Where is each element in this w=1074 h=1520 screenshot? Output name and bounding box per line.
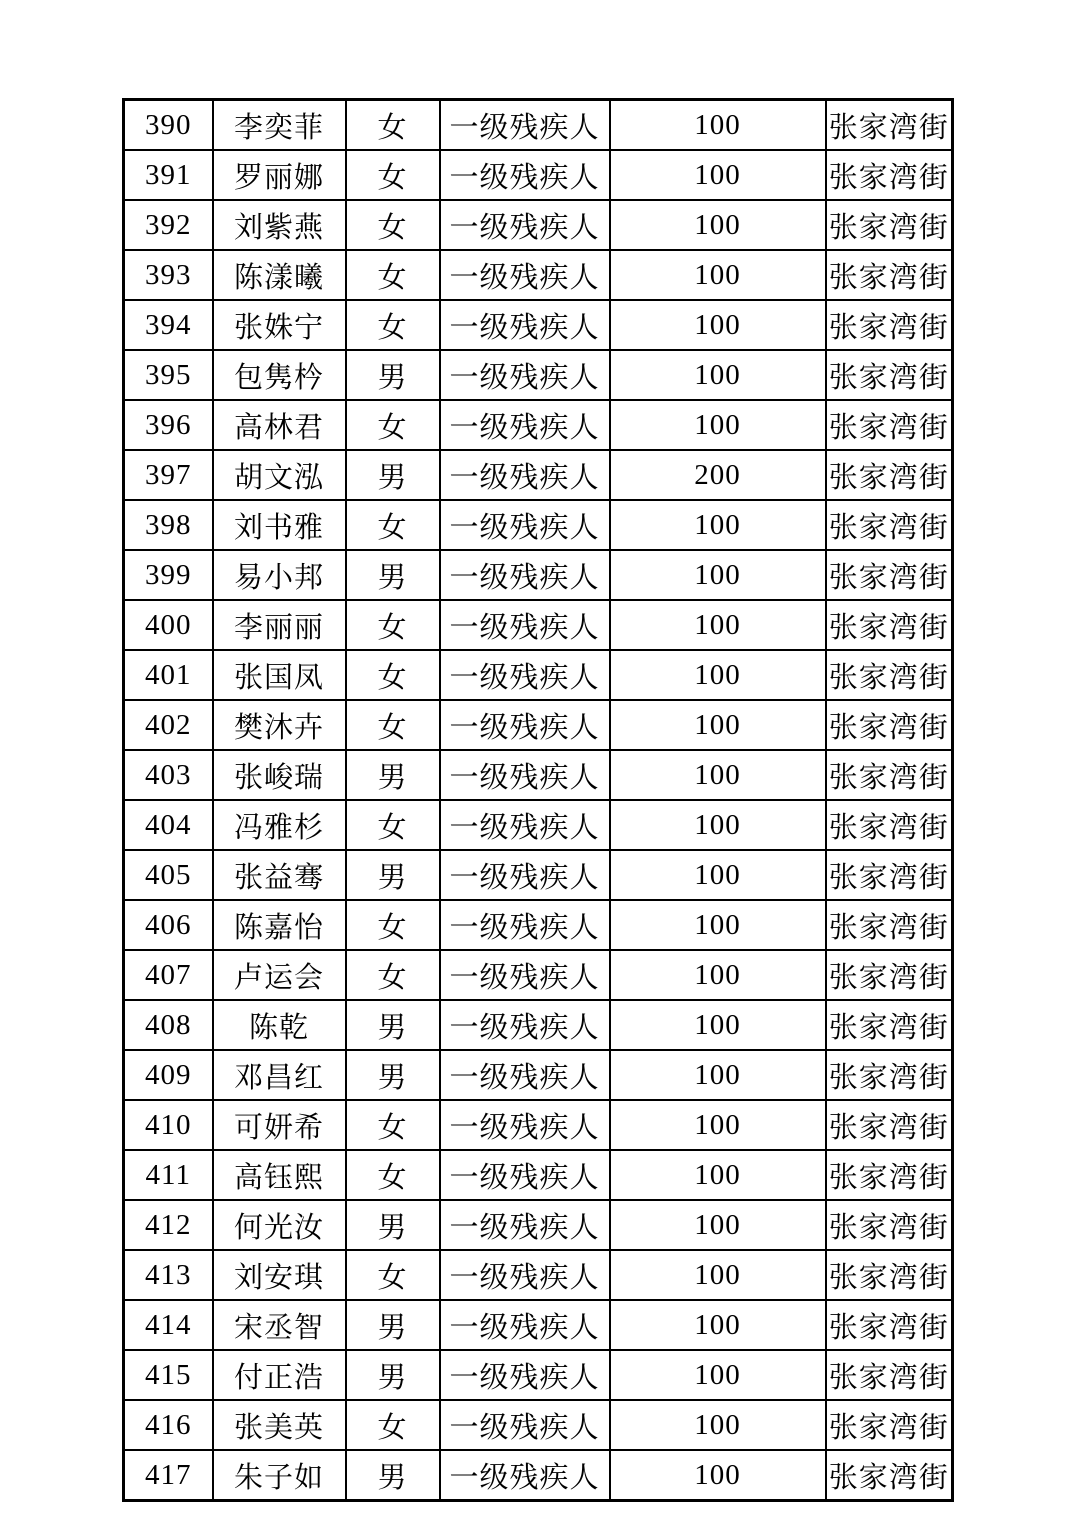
table-row <box>124 500 953 550</box>
cell-row-number: 414 <box>124 1300 213 1350</box>
cell-row-number: 413 <box>124 1250 213 1300</box>
cell-amount: 100 <box>610 250 826 300</box>
cell-street: 张家湾街 <box>826 1300 953 1350</box>
cell-category: 一级残疾人 <box>440 1450 610 1501</box>
table-row <box>124 1400 953 1450</box>
cell-street: 张家湾街 <box>826 600 953 650</box>
cell-gender: 女 <box>346 600 440 650</box>
table-row <box>124 1300 953 1350</box>
cell-row-number: 398 <box>124 500 213 550</box>
cell-category: 一级残疾人 <box>440 550 610 600</box>
cell-name: 刘书雅 <box>213 500 346 550</box>
table-row <box>124 1200 953 1250</box>
cell-category: 一级残疾人 <box>440 850 610 900</box>
cell-street: 张家湾街 <box>826 100 953 151</box>
beneficiary-table <box>122 98 954 1502</box>
cell-category: 一级残疾人 <box>440 500 610 550</box>
cell-row-number: 409 <box>124 1050 213 1100</box>
cell-gender: 女 <box>346 650 440 700</box>
cell-gender: 女 <box>346 700 440 750</box>
cell-name: 邓昌红 <box>213 1050 346 1100</box>
cell-name: 陈乾 <box>213 1000 346 1050</box>
cell-amount: 100 <box>610 1200 826 1250</box>
cell-street: 张家湾街 <box>826 450 953 500</box>
cell-row-number: 392 <box>124 200 213 250</box>
cell-street: 张家湾街 <box>826 500 953 550</box>
cell-street: 张家湾街 <box>826 850 953 900</box>
table-row <box>124 700 953 750</box>
cell-row-number: 404 <box>124 800 213 850</box>
table-row <box>124 650 953 700</box>
cell-category: 一级残疾人 <box>440 600 610 650</box>
cell-row-number: 403 <box>124 750 213 800</box>
cell-street: 张家湾街 <box>826 550 953 600</box>
cell-category: 一级残疾人 <box>440 1350 610 1400</box>
cell-gender: 女 <box>346 400 440 450</box>
cell-name: 付正浩 <box>213 1350 346 1400</box>
table-row <box>124 1150 953 1200</box>
table-row <box>124 1100 953 1150</box>
cell-category: 一级残疾人 <box>440 1400 610 1450</box>
cell-amount: 100 <box>610 1400 826 1450</box>
cell-amount: 100 <box>610 550 826 600</box>
cell-gender: 男 <box>346 850 440 900</box>
cell-row-number: 400 <box>124 600 213 650</box>
cell-street: 张家湾街 <box>826 1000 953 1050</box>
cell-name: 李丽丽 <box>213 600 346 650</box>
cell-gender: 男 <box>346 1200 440 1250</box>
cell-row-number: 407 <box>124 950 213 1000</box>
cell-category: 一级残疾人 <box>440 1100 610 1150</box>
cell-name: 张国凤 <box>213 650 346 700</box>
cell-row-number: 417 <box>124 1450 213 1501</box>
table-row <box>124 1450 953 1501</box>
cell-gender: 女 <box>346 250 440 300</box>
cell-category: 一级残疾人 <box>440 200 610 250</box>
cell-gender: 男 <box>346 1050 440 1100</box>
cell-row-number: 396 <box>124 400 213 450</box>
cell-amount: 100 <box>610 750 826 800</box>
cell-gender: 男 <box>346 350 440 400</box>
cell-street: 张家湾街 <box>826 1250 953 1300</box>
cell-gender: 女 <box>346 1150 440 1200</box>
cell-name: 包隽枔 <box>213 350 346 400</box>
cell-amount: 100 <box>610 200 826 250</box>
cell-name: 刘安琪 <box>213 1250 346 1300</box>
cell-category: 一级残疾人 <box>440 900 610 950</box>
cell-amount: 100 <box>610 950 826 1000</box>
cell-gender: 女 <box>346 1250 440 1300</box>
cell-category: 一级残疾人 <box>440 1150 610 1200</box>
cell-gender: 男 <box>346 750 440 800</box>
cell-name: 高钰熙 <box>213 1150 346 1200</box>
cell-gender: 女 <box>346 500 440 550</box>
table-row <box>124 900 953 950</box>
cell-name: 张峻瑞 <box>213 750 346 800</box>
cell-category: 一级残疾人 <box>440 1200 610 1250</box>
cell-street: 张家湾街 <box>826 200 953 250</box>
cell-name: 卢运会 <box>213 950 346 1000</box>
cell-gender: 女 <box>346 1400 440 1450</box>
cell-street: 张家湾街 <box>826 1400 953 1450</box>
cell-amount: 100 <box>610 1250 826 1300</box>
table-row <box>124 800 953 850</box>
cell-amount: 100 <box>610 700 826 750</box>
cell-row-number: 401 <box>124 650 213 700</box>
cell-category: 一级残疾人 <box>440 700 610 750</box>
table-row <box>124 950 953 1000</box>
cell-name: 陈嘉怡 <box>213 900 346 950</box>
cell-category: 一级残疾人 <box>440 950 610 1000</box>
cell-row-number: 416 <box>124 1400 213 1450</box>
cell-row-number: 411 <box>124 1150 213 1200</box>
table-row <box>124 1350 953 1400</box>
cell-row-number: 405 <box>124 850 213 900</box>
cell-category: 一级残疾人 <box>440 150 610 200</box>
cell-street: 张家湾街 <box>826 1100 953 1150</box>
cell-street: 张家湾街 <box>826 1200 953 1250</box>
cell-category: 一级残疾人 <box>440 450 610 500</box>
cell-category: 一级残疾人 <box>440 100 610 151</box>
table-row <box>124 150 953 200</box>
cell-name: 张美英 <box>213 1400 346 1450</box>
cell-amount: 100 <box>610 1100 826 1150</box>
cell-street: 张家湾街 <box>826 1450 953 1501</box>
cell-row-number: 397 <box>124 450 213 500</box>
cell-row-number: 406 <box>124 900 213 950</box>
cell-amount: 100 <box>610 600 826 650</box>
table-row <box>124 1250 953 1300</box>
cell-street: 张家湾街 <box>826 400 953 450</box>
cell-category: 一级残疾人 <box>440 750 610 800</box>
table-row <box>124 750 953 800</box>
cell-row-number: 399 <box>124 550 213 600</box>
cell-street: 张家湾街 <box>826 750 953 800</box>
cell-category: 一级残疾人 <box>440 250 610 300</box>
cell-name: 张益骞 <box>213 850 346 900</box>
table-row <box>124 200 953 250</box>
table-row <box>124 850 953 900</box>
table-row <box>124 450 953 500</box>
cell-street: 张家湾街 <box>826 150 953 200</box>
cell-row-number: 408 <box>124 1000 213 1050</box>
cell-gender: 女 <box>346 800 440 850</box>
cell-street: 张家湾街 <box>826 800 953 850</box>
cell-amount: 100 <box>610 1350 826 1400</box>
cell-category: 一级残疾人 <box>440 400 610 450</box>
cell-gender: 男 <box>346 1450 440 1501</box>
cell-category: 一级残疾人 <box>440 1050 610 1100</box>
cell-name: 罗丽娜 <box>213 150 346 200</box>
cell-street: 张家湾街 <box>826 1050 953 1100</box>
cell-row-number: 394 <box>124 300 213 350</box>
table-row <box>124 600 953 650</box>
cell-amount: 100 <box>610 800 826 850</box>
cell-name: 可妍希 <box>213 1100 346 1150</box>
cell-street: 张家湾街 <box>826 650 953 700</box>
cell-category: 一级残疾人 <box>440 350 610 400</box>
cell-street: 张家湾街 <box>826 700 953 750</box>
cell-name: 易小邦 <box>213 550 346 600</box>
cell-row-number: 402 <box>124 700 213 750</box>
cell-name: 刘紫燕 <box>213 200 346 250</box>
cell-street: 张家湾街 <box>826 250 953 300</box>
table-row <box>124 100 953 151</box>
cell-category: 一级残疾人 <box>440 300 610 350</box>
cell-amount: 100 <box>610 900 826 950</box>
table-row <box>124 300 953 350</box>
cell-street: 张家湾街 <box>826 350 953 400</box>
cell-gender: 男 <box>346 550 440 600</box>
cell-street: 张家湾街 <box>826 1150 953 1200</box>
cell-name: 陈漾曦 <box>213 250 346 300</box>
cell-gender: 男 <box>346 1300 440 1350</box>
cell-amount: 100 <box>610 300 826 350</box>
cell-row-number: 395 <box>124 350 213 400</box>
cell-name: 朱子如 <box>213 1450 346 1501</box>
beneficiary-table-body <box>124 100 953 1501</box>
cell-street: 张家湾街 <box>826 300 953 350</box>
cell-gender: 女 <box>346 150 440 200</box>
cell-amount: 100 <box>610 1000 826 1050</box>
cell-gender: 男 <box>346 1350 440 1400</box>
table-row <box>124 250 953 300</box>
cell-amount: 100 <box>610 1050 826 1100</box>
cell-name: 李奕菲 <box>213 100 346 151</box>
cell-gender: 女 <box>346 950 440 1000</box>
cell-gender: 男 <box>346 450 440 500</box>
cell-amount: 100 <box>610 500 826 550</box>
cell-category: 一级残疾人 <box>440 1000 610 1050</box>
cell-category: 一级残疾人 <box>440 650 610 700</box>
table-row <box>124 400 953 450</box>
cell-street: 张家湾街 <box>826 1350 953 1400</box>
cell-name: 宋丞智 <box>213 1300 346 1350</box>
cell-name: 张姝宁 <box>213 300 346 350</box>
cell-row-number: 390 <box>124 100 213 151</box>
cell-amount: 100 <box>610 100 826 151</box>
cell-row-number: 412 <box>124 1200 213 1250</box>
table-row <box>124 1000 953 1050</box>
table-row <box>124 350 953 400</box>
cell-amount: 100 <box>610 150 826 200</box>
cell-gender: 女 <box>346 1100 440 1150</box>
cell-gender: 女 <box>346 900 440 950</box>
cell-name: 胡文泓 <box>213 450 346 500</box>
cell-category: 一级残疾人 <box>440 1300 610 1350</box>
cell-name: 冯雅杉 <box>213 800 346 850</box>
cell-street: 张家湾街 <box>826 950 953 1000</box>
table-row <box>124 1050 953 1100</box>
cell-name: 樊沐卉 <box>213 700 346 750</box>
cell-gender: 女 <box>346 300 440 350</box>
cell-amount: 100 <box>610 1300 826 1350</box>
cell-name: 何光汝 <box>213 1200 346 1250</box>
cell-category: 一级残疾人 <box>440 1250 610 1300</box>
cell-amount: 100 <box>610 650 826 700</box>
cell-row-number: 393 <box>124 250 213 300</box>
cell-amount: 200 <box>610 450 826 500</box>
cell-amount: 100 <box>610 400 826 450</box>
cell-amount: 100 <box>610 1150 826 1200</box>
cell-name: 高林君 <box>213 400 346 450</box>
cell-row-number: 415 <box>124 1350 213 1400</box>
cell-amount: 100 <box>610 350 826 400</box>
cell-gender: 女 <box>346 200 440 250</box>
cell-amount: 100 <box>610 1450 826 1501</box>
cell-street: 张家湾街 <box>826 900 953 950</box>
cell-row-number: 391 <box>124 150 213 200</box>
cell-category: 一级残疾人 <box>440 800 610 850</box>
cell-gender: 女 <box>346 100 440 151</box>
cell-gender: 男 <box>346 1000 440 1050</box>
cell-row-number: 410 <box>124 1100 213 1150</box>
table-row <box>124 550 953 600</box>
cell-amount: 100 <box>610 850 826 900</box>
